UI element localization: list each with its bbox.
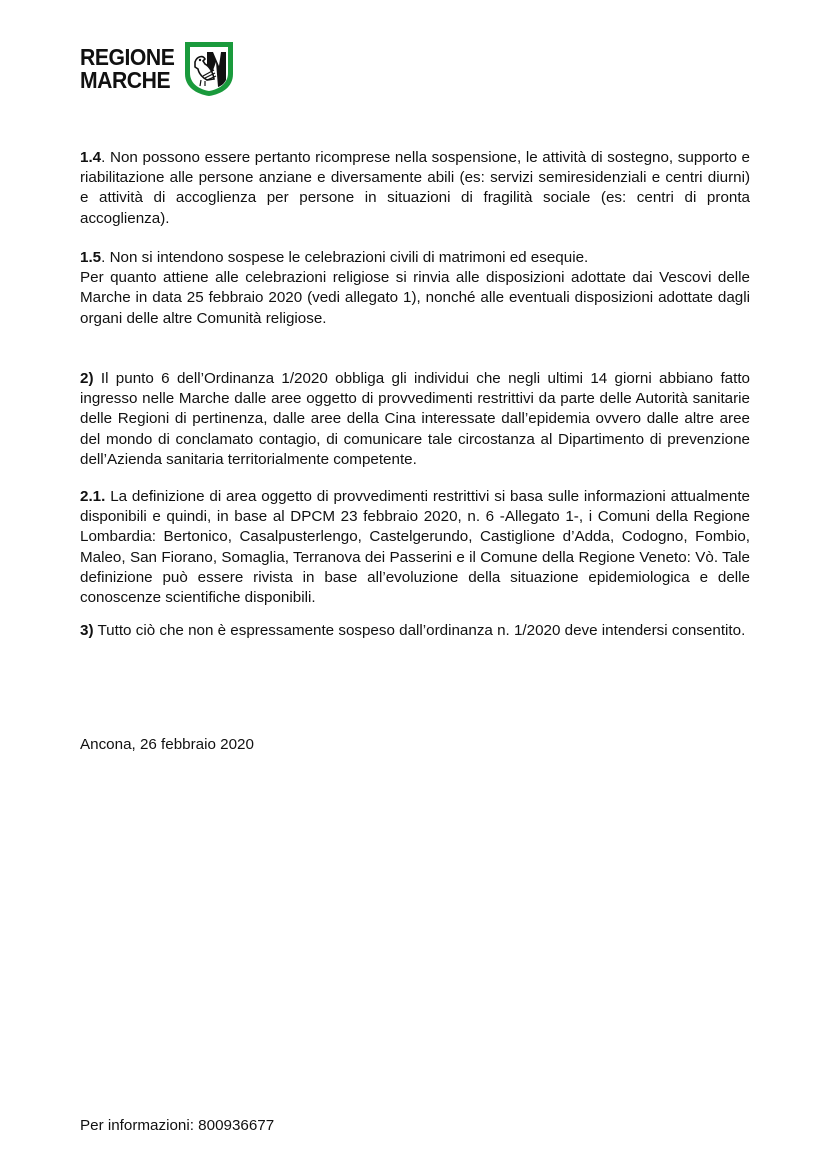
- section-2-paragraph: [80, 369, 750, 470]
- section-3-label: 3): [80, 622, 94, 639]
- footer-info: Per informazioni: 800936677: [80, 1117, 275, 1134]
- section-1-5-religious-paragraph: Per quanto attiene alle celebrazioni religiose si rinvia alle disposizioni adottate dai Vescovi delle Marche in data 25 febbraio 2020 (vedi allegato 1), nonché alle eventuali disposizioni adottate dagli organi delle altre Comunità religiose.: [80, 269, 750, 327]
- section-2-text: Il punto 6 dell’Ordinanza 1/2020 obbliga gli individui che negli ultimi 14 giorni abbiano fatto ingresso nelle Marche dalle aree oggetto di provvedimenti restrittivi da parte delle Autorità sanitarie delle Regioni di pertinenza, dalle aree della Cina interessate dall’epidemia ovvero dalle altre aree del mondo di conclamato contagio, di comunicare tale circostanza al Dipartimento di prevenzione dell’Azienda sanitaria territorialmente competente.: [80, 370, 750, 468]
- marche-shield-icon: [183, 40, 235, 97]
- section-2: [80, 369, 750, 470]
- section-2-1-label: 2.1.: [80, 488, 106, 505]
- logo-line-regione: REGIONE: [80, 44, 175, 70]
- section-2-label: 2): [80, 370, 94, 387]
- logo-line-marche: MARCHE: [80, 67, 171, 93]
- section-2-1-text: La definizione di area oggetto di provvedimenti restrittivi si basa sulle informazioni attualmente disponibili e quindi, in base al DPCM 23 febbraio 2020, n. 6 -Allegato 1-, i Comuni della Regione Lombardia: Bertonico, Casalpusterlengo, Castelgerundo, Castiglione d’Adda, Codogno, Fombio, Maleo, San Fiorano, Somaglia, Terranova dei Passerini e il Comune della Regione Veneto: Vò. Tale definizione può essere rivista in base all’evoluzione della situazione epidemiologica e delle conoscenze scientifiche disponibili.: [80, 488, 750, 607]
- section-1-4-text: . Non possono essere pertanto ricomprese nella sospensione, le attività di sostegno, supporto e riabilitazione alle persone anziane e diversamente abili (es: servizi semiresidenziali e centri diurni) e attività di accoglienza per persone in situazioni di fragilità sociale (es: centri di pronta accoglienza).: [80, 149, 750, 227]
- logo-wordmark: [80, 44, 175, 93]
- section-3-text: Tutto ciò che non è espressamente sospeso dall’ordinanza n. 1/2020 deve intendersi consentito.: [93, 622, 746, 639]
- section-2-1: [80, 487, 750, 608]
- section-1-5-text: . Non si intendono sospese le celebrazioni civili di matrimoni ed esequie.: [101, 249, 589, 266]
- section-1-4-paragraph: [80, 148, 750, 229]
- section-3-paragraph: [80, 621, 750, 641]
- section-3: [80, 621, 750, 641]
- section-1-4: [80, 148, 750, 229]
- section-1-5: [80, 248, 750, 329]
- section-2-1-paragraph: [80, 487, 750, 608]
- section-1-4-label: 1.4: [80, 149, 102, 166]
- place-date: Ancona, 26 febbraio 2020: [80, 736, 254, 753]
- regione-marche-logo: [80, 40, 180, 98]
- section-1-5-paragraph: [80, 248, 750, 268]
- section-1-5-label: 1.5: [80, 249, 102, 266]
